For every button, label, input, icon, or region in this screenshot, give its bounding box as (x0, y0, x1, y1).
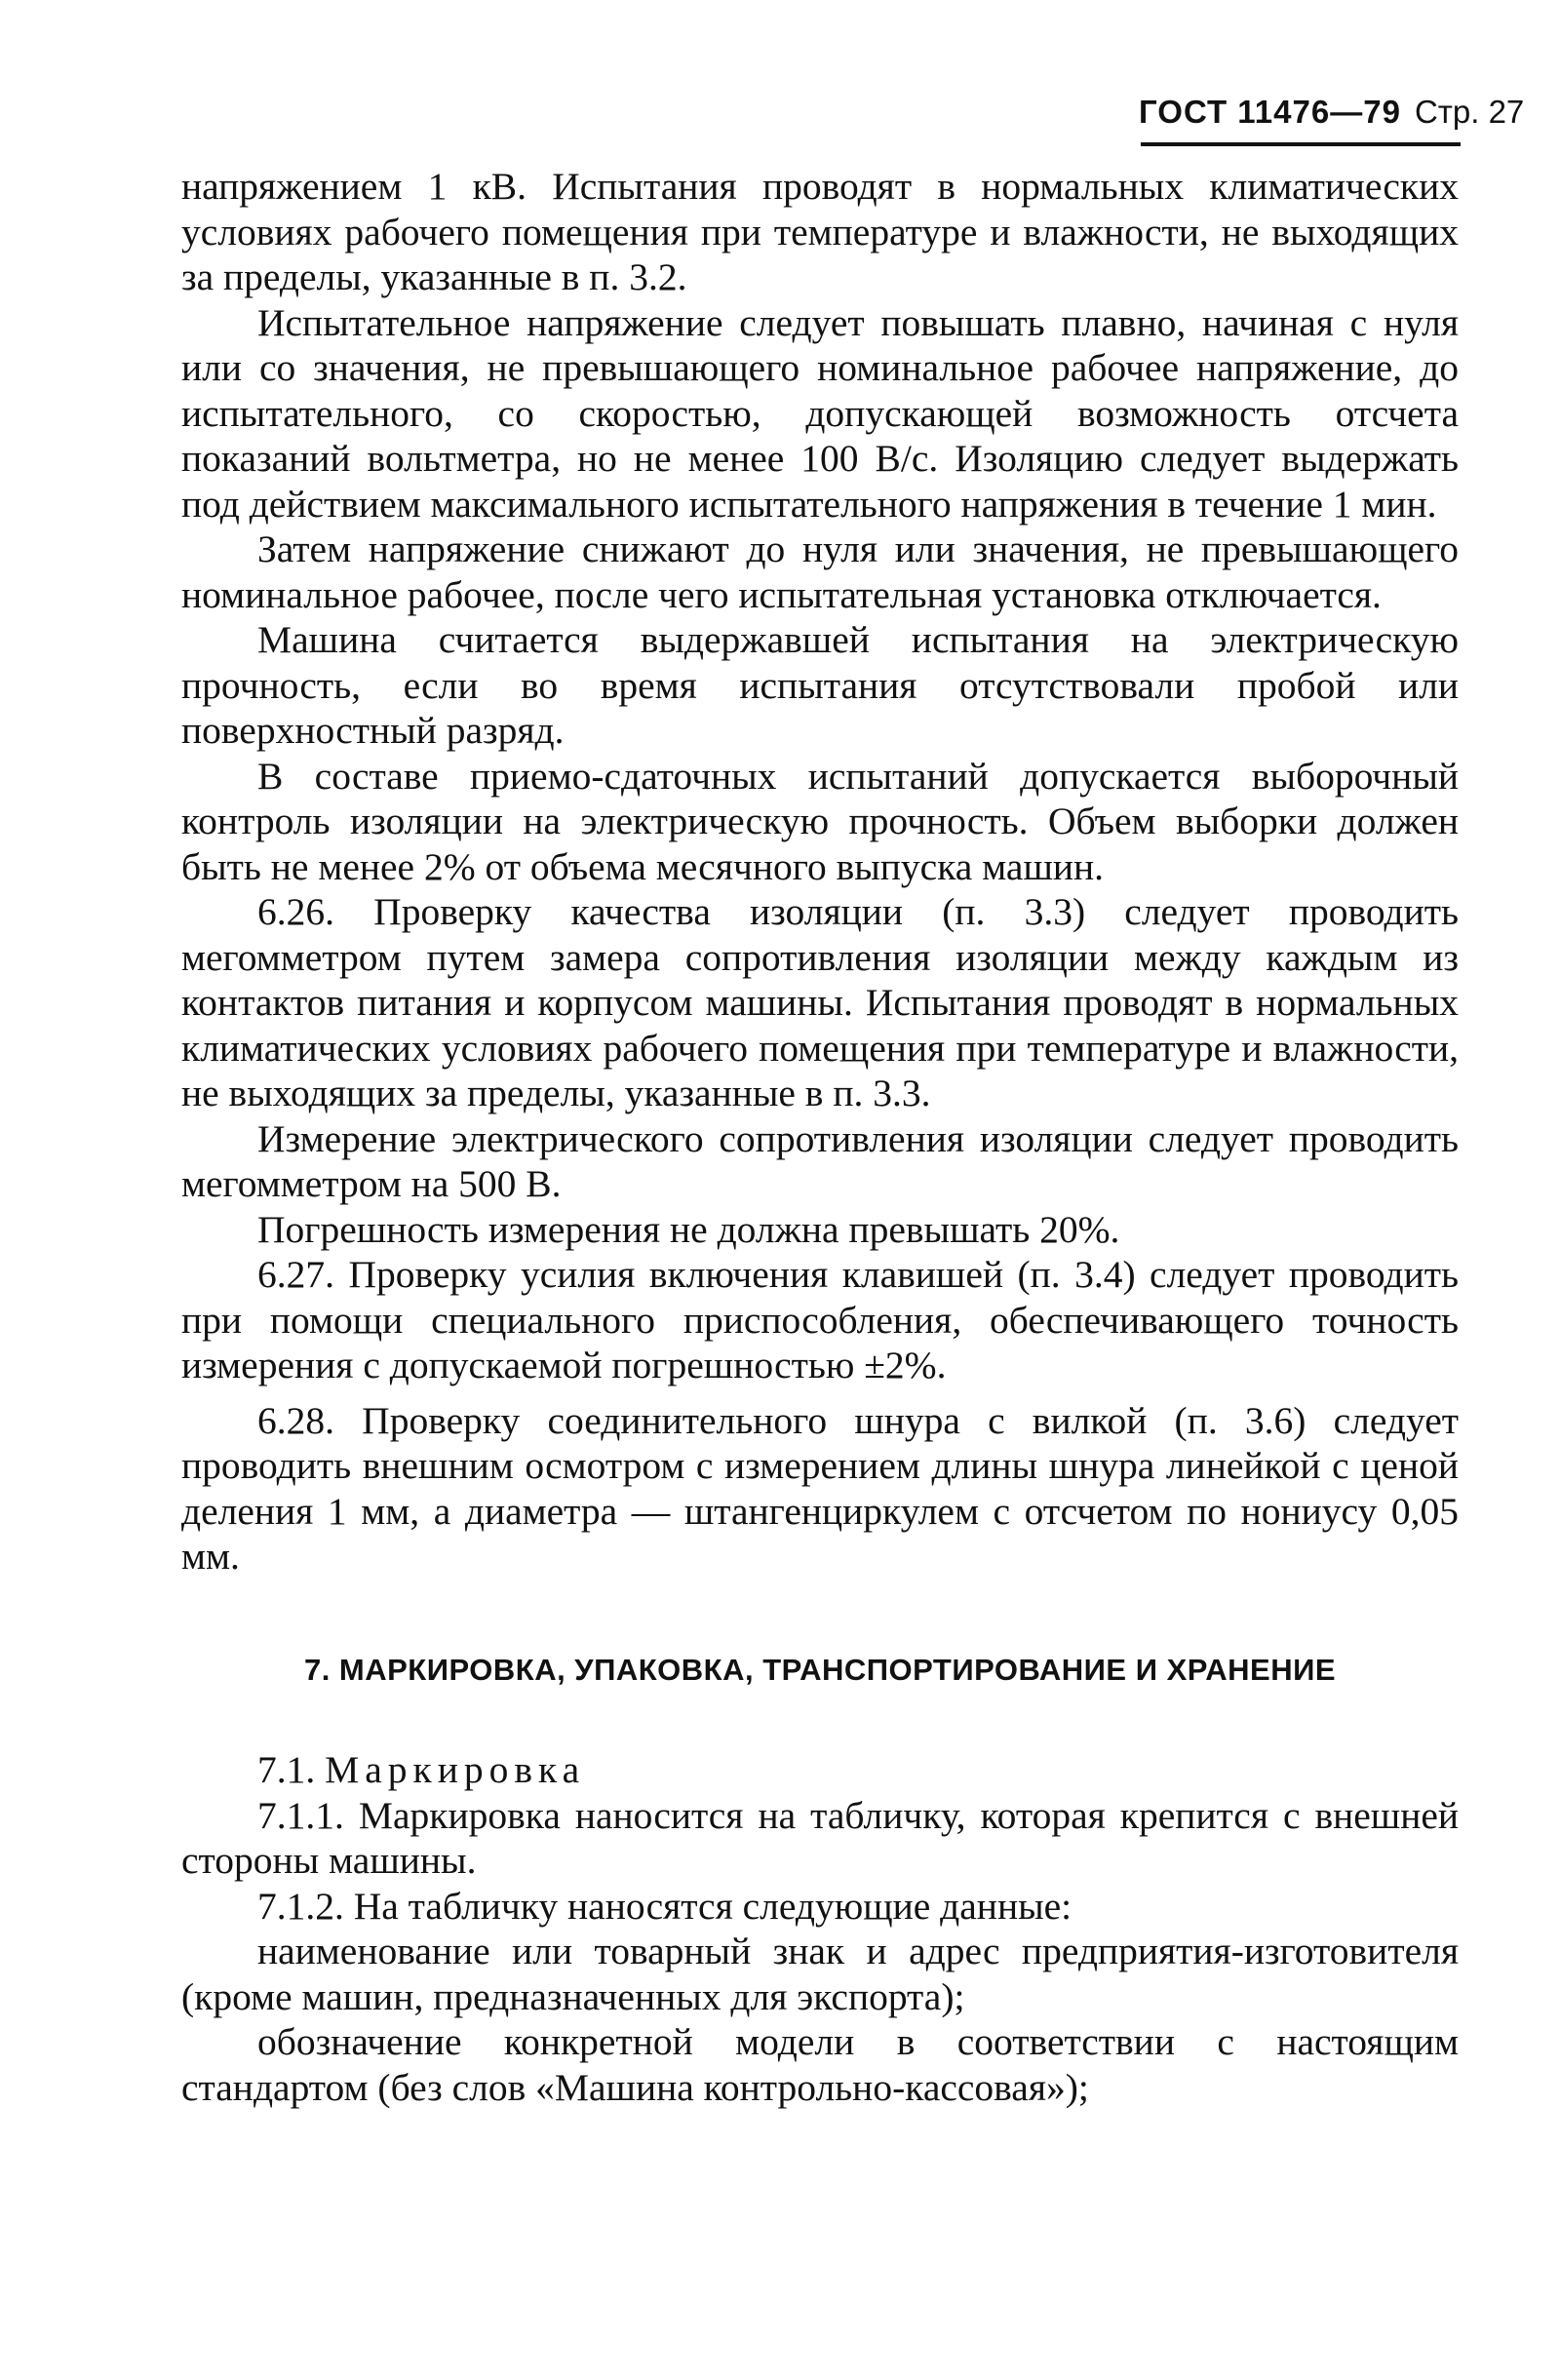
paragraph-measurement-error: Погрешность измерения не должна превышать 20%. (257, 1207, 1120, 1251)
paragraph-sampling: В составе приемо-сдаточных испытаний допускается выборочный контроль изоляции на электрическую прочность. Объем выборки должен быть не менее 2% от объема месячного выпуска машин. (181, 754, 1459, 888)
clause-7-1-title: Маркировка (325, 1748, 586, 1791)
paragraph-strength-pass: Машина считается выдержавшей испытания на электрическую прочность, если во время испытания отсутствовали пробой или поверхностный разряд. (181, 618, 1459, 752)
paragraph-voltage-reduction: Затем напряжение снижают до нуля или значения, не превышающего номинальное рабочее, после чего испытательная установка отключается. (181, 527, 1459, 616)
section-7-title: 7. МАРКИРОВКА, УПАКОВКА, ТРАНСПОРТИРОВАНИЕ И ХРАНЕНИЕ (303, 1652, 1337, 1687)
list-item-model-designation: обозначение конкретной модели в соответствии с настоящим стандартом (без слов «Машина контрольно-кассовая»); (181, 2020, 1459, 2109)
clause-7-1-1: 7.1.1. Маркировка наносится на табличку, которая крепится с внешней стороны машины. (181, 1793, 1459, 1882)
paragraph-test-voltage: Испытательное напряжение следует повышать плавно, начиная с нуля или со значения, не превышающего номинальное рабочее напряжение, до испытательного, со скоростью, допускающей возможность отсчета показаний вольтметра, но не менее 100 В/с. Изоляцию следует выдержать под действием максимального испытательного напряжения в течение 1 мин. (181, 300, 1459, 526)
clause-7-1-heading (181, 1747, 1459, 1793)
list-item-manufacturer: наименование или товарный знак и адрес предприятия-изготовителя (кроме машин, предназначенных для экспорта); (181, 1930, 1459, 2018)
clause-6-26: 6.26. Проверку качества изоляции (п. 3.3) следует проводить мегомметром путем замера сопротивления изоляции между каждым из контактов питания и корпусом машины. Испытания проводят в нормальных климатических условиях рабочего помещения при температуре и влажности, не выходящих за пределы, указанные в п. 3.3. (181, 890, 1459, 1114)
standard-number: ГОСТ 11476—79 (1139, 94, 1401, 130)
clause-6-28: 6.28. Проверку соединительного шнура с вилкой (п. 3.6) следует проводить внешним осмотром с измерением длины шнура линейкой с ценой деления 1 мм, а диаметра — штангенциркулем с отсчетом по нониусу 0,05 мм. (181, 1398, 1459, 1578)
paragraph-continuation: напряжением 1 кВ. Испытания проводят в нормальных климатических условиях рабочего помещения при температуре и влажности, не выходящих за пределы, указанные в п. 3.2. (181, 165, 1459, 298)
clause-7-1-2: 7.1.2. На табличку наносятся следующие данные: (257, 1884, 1072, 1928)
clause-6-27: 6.27. Проверку усилия включения клавишей (п. 3.4) следует проводить при помощи специального приспособления, обеспечивающего точность измерения с допускаемой погрешностью ±2%. (181, 1253, 1459, 1386)
page-number: Стр. 27 (1414, 94, 1525, 130)
header-rule (1141, 142, 1461, 146)
document-body (181, 164, 1459, 2110)
paragraph-megohmmeter: Измерение электрического сопротивления изоляции следует проводить мегомметром на 500 В. (181, 1116, 1459, 1205)
page-header (1139, 94, 1525, 148)
clause-7-1-number: 7.1. (257, 1748, 316, 1791)
